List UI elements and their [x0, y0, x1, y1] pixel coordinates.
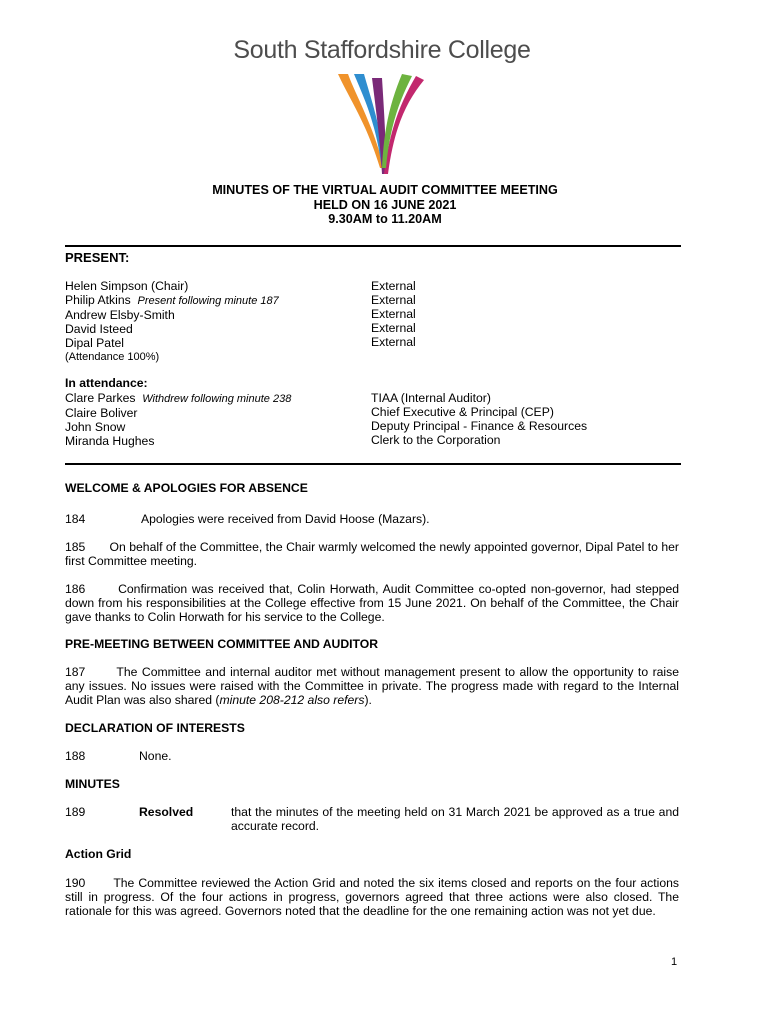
minute-188 — [65, 749, 679, 763]
college-name: South Staffordshire College — [233, 36, 531, 64]
minute-text-tail: ). — [364, 693, 372, 707]
title-line-1: MINUTES OF THE VIRTUAL AUDIT COMMITTEE MEETING — [212, 183, 558, 197]
resolved-label: Resolved — [139, 805, 194, 819]
minute-number: 187 — [65, 665, 86, 679]
minute-186 — [65, 582, 679, 624]
minute-189-text: that the minutes of the meeting held on 31 March 2021 be approved as a true and accurate record. — [231, 805, 679, 833]
member-role: External — [371, 321, 416, 335]
attendance-names — [65, 391, 291, 448]
minute-187 — [65, 665, 679, 707]
attendee-role: Deputy Principal - Finance & Resources — [371, 419, 588, 433]
attendance-divider — [65, 463, 681, 465]
minute-number: 185 — [65, 540, 86, 554]
minute-number: 190 — [65, 876, 86, 890]
attendee: John Snow — [65, 420, 126, 434]
minute-190 — [65, 876, 679, 918]
present-roles — [371, 279, 416, 349]
minute-text: None. — [139, 749, 172, 763]
attendee-note: Withdrew following minute 238 — [142, 393, 292, 405]
section-heading-premeeting: PRE-MEETING BETWEEN COMMITTEE AND AUDITOR — [65, 637, 379, 651]
present-member: Andrew Elsby-Smith — [65, 308, 175, 322]
college-logo — [232, 36, 532, 176]
present-heading: PRESENT: — [65, 250, 130, 265]
section-heading-minutes: MINUTES — [65, 777, 120, 791]
title-line-3: 9.30AM to 11.20AM — [328, 212, 442, 226]
member-role: External — [371, 279, 416, 293]
section-heading-action-grid: Action Grid — [65, 847, 132, 861]
minute-number: 188 — [65, 749, 86, 763]
title-line-2: HELD ON 16 JUNE 2021 — [313, 197, 457, 212]
present-member: Philip Atkins Present following minute 187 — [65, 293, 279, 307]
present-names — [65, 279, 279, 364]
minute-reference: minute 208-212 also refers — [219, 693, 365, 707]
attendee-role: Clerk to the Corporation — [371, 433, 501, 447]
minute-text: The Committee reviewed the Action Grid and noted the six items closed and reports on the four actions still in progress. Of the four actions in progress, governors agreed that three actions were also closed. The rationale for this was agreed. Governors noted that the deadline for the one remaining action was not yet due. — [65, 876, 680, 918]
member-role: External — [371, 335, 416, 349]
present-member: David Isteed — [65, 322, 133, 336]
attendance-heading: In attendance: — [65, 376, 148, 390]
top-divider — [65, 245, 681, 247]
page-number: 1 — [671, 956, 678, 968]
attendee: Miranda Hughes — [65, 434, 155, 448]
minute-number: 186 — [65, 582, 86, 596]
member-role: External — [371, 293, 416, 307]
document-title — [0, 183, 770, 227]
minute-number: 184 — [65, 512, 86, 526]
attendance-note: (Attendance 100%) — [65, 351, 160, 363]
section-heading-welcome: WELCOME & APOLOGIES FOR ABSENCE — [65, 481, 308, 495]
minute-184 — [65, 512, 679, 526]
present-member: Dipal Patel — [65, 336, 124, 350]
member-role: External — [371, 307, 416, 321]
attendee-role: TIAA (Internal Auditor) — [371, 391, 491, 405]
member-note: Present following minute 187 — [137, 295, 279, 307]
minute-text: Confirmation was received that, Colin Horwath, Audit Committee co-opted non-governor, had stepped down from his responsibilities at the College effective from 15 June 2021. On behalf of the Committee, the Chair gave thanks to Colin Horwath for his service to the College. — [65, 582, 680, 624]
attendee: Claire Boliver — [65, 406, 138, 420]
minute-text: On behalf of the Committee, the Chair warmly welcomed the newly appointed governor, Dipal Patel to her first Committee meeting. — [65, 540, 679, 568]
minute-text: The Committee and internal auditor met without management present to allow the opportunity to raise any issues. No issues were raised with the Committee in private. The progress made with regard to the Internal Audit Plan was also shared ( — [65, 665, 679, 707]
attendee-role: Chief Executive & Principal (CEP) — [371, 405, 554, 419]
present-member: Helen Simpson (Chair) — [65, 279, 189, 293]
minute-number: 189 — [65, 805, 86, 819]
attendee: Clare Parkes Withdrew following minute 238 — [65, 391, 292, 405]
college-emblem-icon — [332, 70, 432, 180]
attendance-roles — [371, 391, 587, 447]
minute-text: Apologies were received from David Hoose (Mazars). — [141, 512, 430, 526]
minute-185 — [65, 540, 679, 568]
section-heading-declaration: DECLARATION OF INTERESTS — [65, 721, 245, 735]
